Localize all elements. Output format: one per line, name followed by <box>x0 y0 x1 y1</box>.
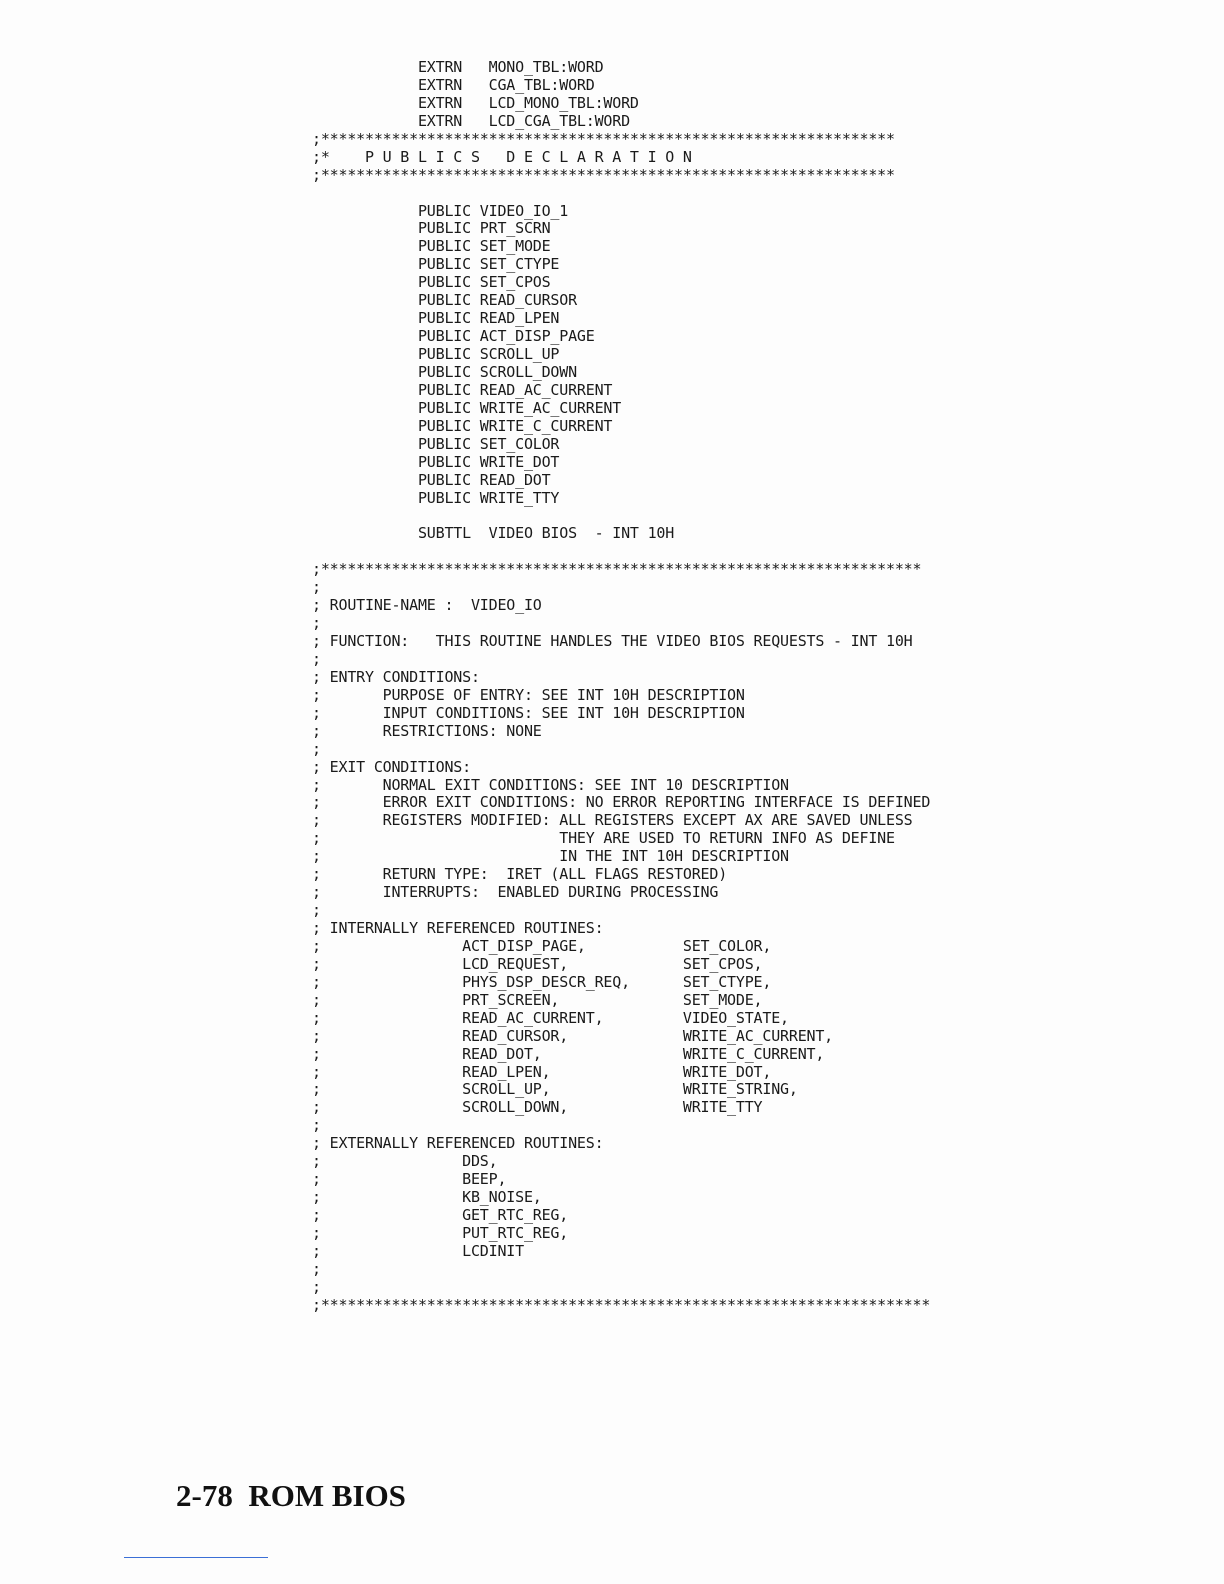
code-line: PUBLIC SCROLL_DOWN <box>312 362 577 381</box>
code-line: ; <box>312 739 321 758</box>
code-line: PUBLIC READ_LPEN <box>312 309 560 328</box>
code-line: PUBLIC VIDEO_IO_1 <box>312 201 569 220</box>
code-line: ; <box>312 1277 321 1296</box>
code-line: PUBLIC READ_CURSOR <box>312 291 577 310</box>
code-line: ; SCROLL_UP, WRITE_STRING, <box>312 1080 798 1099</box>
code-line: ; <box>312 649 321 668</box>
code-line: PUBLIC WRITE_C_CURRENT <box>312 416 613 435</box>
code-line: PUBLIC READ_DOT <box>312 470 551 489</box>
code-line: ; IN THE INT 10H DESCRIPTION <box>312 847 789 866</box>
code-line: ; <box>312 614 321 633</box>
code-line: ; THEY ARE USED TO RETURN INFO AS DEFINE <box>312 829 895 848</box>
code-line: ;******************************************************************** <box>312 560 922 579</box>
code-line: ; INTERRUPTS: ENABLED DURING PROCESSING <box>312 883 719 902</box>
code-line: PUBLIC SET_COLOR <box>312 434 560 453</box>
code-line <box>312 507 1032 525</box>
code-line: ;********************************************************************* <box>312 1295 931 1314</box>
code-line: ; READ_LPEN, WRITE_DOT, <box>312 1062 772 1081</box>
code-line: ; READ_AC_CURRENT, VIDEO_STATE, <box>312 1008 789 1027</box>
code-line <box>312 543 1032 561</box>
code-line: ; PHYS_DSP_DESCR_REQ, SET_CTYPE, <box>312 972 772 991</box>
code-line: ; LCD_REQUEST, SET_CPOS, <box>312 954 763 973</box>
code-line: ;***************************************************************** <box>312 129 895 148</box>
code-line: ; INTERNALLY REFERENCED ROUTINES: <box>312 919 604 937</box>
code-line: ; <box>312 578 321 597</box>
code-line: ; DDS, <box>312 1152 498 1171</box>
code-line: EXTRN MONO_TBL:WORD <box>312 58 604 76</box>
code-line: ; RETURN TYPE: IRET (ALL FLAGS RESTORED) <box>312 865 728 884</box>
code-line: PUBLIC WRITE_TTY <box>312 488 560 507</box>
scan-edge-line <box>124 1557 268 1558</box>
code-line: ; BEEP, <box>312 1170 507 1189</box>
assembly-listing <box>312 59 1032 1315</box>
code-line: ; RESTRICTIONS: NONE <box>312 721 542 740</box>
code-line: ; NORMAL EXIT CONDITIONS: SEE INT 10 DESCRIPTION <box>312 775 789 794</box>
code-line: ; EXIT CONDITIONS: <box>312 757 471 776</box>
code-line: ; SCROLL_DOWN, WRITE_TTY <box>312 1098 763 1117</box>
code-line: ; ROUTINE-NAME : VIDEO_IO <box>312 596 542 615</box>
code-line: ; ENTRY CONDITIONS: <box>312 667 480 686</box>
code-line: PUBLIC SCROLL_UP <box>312 345 560 363</box>
code-line: ; PURPOSE OF ENTRY: SEE INT 10H DESCRIPTION <box>312 685 745 704</box>
code-line: ; <box>312 901 321 920</box>
code-line: ; ACT_DISP_PAGE, SET_COLOR, <box>312 936 772 955</box>
code-line: PUBLIC SET_MODE <box>312 237 551 256</box>
code-line: EXTRN CGA_TBL:WORD <box>312 75 595 94</box>
code-line: ; <box>312 1116 321 1135</box>
code-line: PUBLIC ACT_DISP_PAGE <box>312 327 595 346</box>
code-line: PUBLIC PRT_SCRN <box>312 219 551 238</box>
code-line: PUBLIC SET_CPOS <box>312 273 551 292</box>
code-line: ; <box>312 1259 321 1278</box>
code-line: ; EXTERNALLY REFERENCED ROUTINES: <box>312 1134 604 1153</box>
code-line: ;***************************************************************** <box>312 165 895 184</box>
code-line: PUBLIC WRITE_AC_CURRENT <box>312 398 622 417</box>
code-line: ; INPUT CONDITIONS: SEE INT 10H DESCRIPTION <box>312 703 745 722</box>
code-line: ; READ_DOT, WRITE_C_CURRENT, <box>312 1044 825 1063</box>
page-footer: 2-78 ROM BIOS <box>176 1478 406 1513</box>
code-line: ;* P U B L I C S D E C L A R A T I O N <box>312 147 692 166</box>
code-line: PUBLIC WRITE_DOT <box>312 452 560 471</box>
code-line: SUBTTL VIDEO BIOS - INT 10H <box>312 524 675 543</box>
code-line: ; LCDINIT <box>312 1241 524 1260</box>
code-line: ; ERROR EXIT CONDITIONS: NO ERROR REPORTING INTERFACE IS DEFINED <box>312 793 931 812</box>
code-line: ; READ_CURSOR, WRITE_AC_CURRENT, <box>312 1026 834 1045</box>
code-line: ; PRT_SCREEN, SET_MODE, <box>312 990 763 1009</box>
code-line: PUBLIC SET_CTYPE <box>312 255 560 274</box>
code-line: PUBLIC READ_AC_CURRENT <box>312 380 613 399</box>
code-line: ; PUT_RTC_REG, <box>312 1223 569 1242</box>
code-line: EXTRN LCD_MONO_TBL:WORD <box>312 93 639 112</box>
code-line: ; FUNCTION: THIS ROUTINE HANDLES THE VIDEO BIOS REQUESTS - INT 10H <box>312 632 913 650</box>
code-line <box>312 185 1032 203</box>
code-line: ; REGISTERS MODIFIED: ALL REGISTERS EXCEPT AX ARE SAVED UNLESS <box>312 811 913 830</box>
code-line: EXTRN LCD_CGA_TBL:WORD <box>312 111 630 130</box>
code-line: ; GET_RTC_REG, <box>312 1206 569 1224</box>
code-line: ; KB_NOISE, <box>312 1188 542 1207</box>
